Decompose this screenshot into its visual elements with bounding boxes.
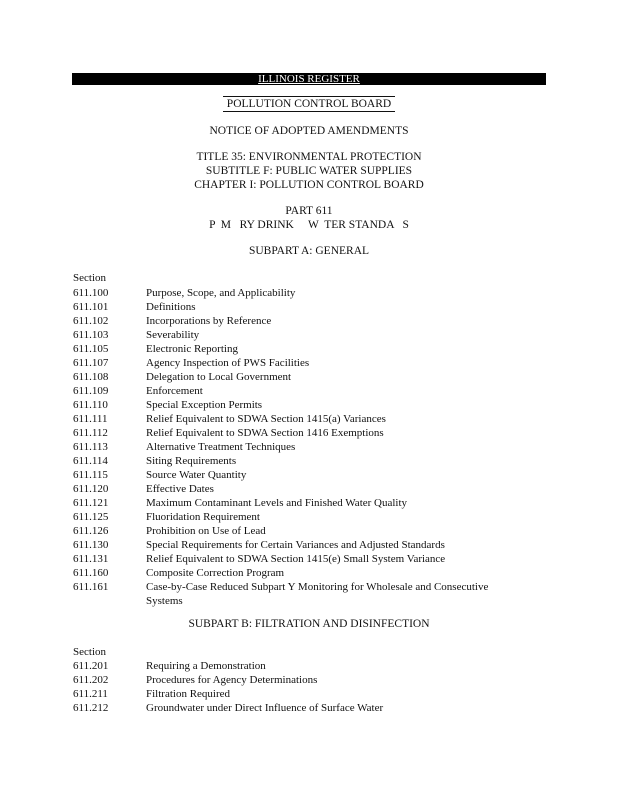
section-title: Incorporations by Reference <box>146 315 272 327</box>
section-label: Section <box>73 272 106 284</box>
section-title: Fluoridation Requirement <box>146 511 260 523</box>
section-row <box>73 440 543 454</box>
section-row <box>73 673 543 687</box>
section-number: 611.211 <box>73 688 108 700</box>
section-row <box>73 454 543 468</box>
section-number: 611.160 <box>73 567 109 579</box>
section-number: 611.109 <box>73 385 109 397</box>
section-row <box>73 300 543 314</box>
section-title: Definitions <box>146 301 196 313</box>
section-number: 611.100 <box>73 287 109 299</box>
section-number: 611.202 <box>73 674 109 686</box>
section-title: Special Exception Permits <box>146 399 263 411</box>
section-title: Delegation to Local Government <box>146 371 292 383</box>
section-title: Filtration Required <box>146 688 231 700</box>
notice-heading: NOTICE OF ADOPTED AMENDMENTS <box>209 125 409 137</box>
section-row <box>73 468 543 482</box>
part-number: PART 611 <box>285 205 333 217</box>
section-title: Alternative Treatment Techniques <box>146 441 296 453</box>
section-title: Composite Correction Program <box>146 567 285 579</box>
section-row <box>73 370 543 384</box>
section-row <box>73 538 543 552</box>
section-row <box>73 426 543 440</box>
section-row <box>73 510 543 524</box>
section-number: 611.125 <box>73 511 109 523</box>
section-row <box>73 342 543 356</box>
section-row <box>73 314 543 328</box>
section-row <box>73 412 543 426</box>
section-number: 611.107 <box>73 357 109 369</box>
section-title: Severability <box>146 329 200 341</box>
section-number: 611.110 <box>73 399 108 411</box>
section-number: 611.161 <box>73 581 109 593</box>
section-row <box>73 687 543 701</box>
part-name: P M RY DRINK W TER STANDA S <box>209 219 409 231</box>
section-number: 611.105 <box>73 343 109 355</box>
section-number: 611.121 <box>73 497 109 509</box>
section-title: Special Requirements for Certain Variances and Adjusted Standards <box>146 539 445 551</box>
subpart-b-heading: SUBPART B: FILTRATION AND DISINFECTION <box>188 618 430 630</box>
section-number: 611.212 <box>73 702 109 714</box>
section-row <box>73 384 543 398</box>
section-title: Maximum Contaminant Levels and Finished Water Quality <box>146 497 408 509</box>
section-title: Case-by-Case Reduced Subpart Y Monitoring for Wholesale and Consecutive <box>146 581 489 593</box>
section-title: Enforcement <box>146 385 203 397</box>
section-row <box>73 701 543 715</box>
section-number: 611.111 <box>73 413 108 425</box>
section-list <box>73 286 543 594</box>
section-number: 611.130 <box>73 539 109 551</box>
section-number: 611.103 <box>73 329 109 341</box>
section-title: Source Water Quantity <box>146 469 247 481</box>
section-row <box>73 580 543 594</box>
register-title: ILLINOIS REGISTER <box>258 73 360 85</box>
section-title: Electronic Reporting <box>146 343 238 355</box>
section-number: 611.101 <box>73 301 109 313</box>
section-number: 611.120 <box>73 483 109 495</box>
section-row <box>73 659 543 673</box>
section-title: Relief Equivalent to SDWA Section 1416 Exemptions <box>146 427 384 439</box>
section-title: Purpose, Scope, and Applicability <box>146 287 296 299</box>
section-row <box>73 398 543 412</box>
section-title: Requiring a Demonstration <box>146 660 266 672</box>
subpart-a-heading: SUBPART A: GENERAL <box>248 245 370 257</box>
section-title: Procedures for Agency Determinations <box>146 674 318 686</box>
board-title-text: POLLUTION CONTROL BOARD <box>223 96 395 112</box>
section-number: 611.114 <box>73 455 108 467</box>
section-title: Prohibition on Use of Lead <box>146 525 266 537</box>
section-number: 611.126 <box>73 525 109 537</box>
section-title: Siting Requirements <box>146 455 237 467</box>
section-number: 611.115 <box>73 469 108 481</box>
section-number: 611.108 <box>73 371 109 383</box>
section-row <box>73 566 543 580</box>
title-line: TITLE 35: ENVIRONMENTAL PROTECTION <box>196 151 422 163</box>
register-header-bar <box>72 73 546 85</box>
section-row <box>73 328 543 342</box>
subtitle-line: SUBTITLE F: PUBLIC WATER SUPPLIES <box>205 165 413 177</box>
section-label: Section <box>73 646 106 658</box>
section-title: Effective Dates <box>146 483 214 495</box>
section-title: Groundwater under Direct Influence of Surface Water <box>146 702 384 714</box>
section-row <box>73 496 543 510</box>
section-row <box>73 286 543 300</box>
section-row <box>73 356 543 370</box>
chapter-line: CHAPTER I: POLLUTION CONTROL BOARD <box>194 179 424 191</box>
board-title <box>0 96 618 112</box>
section-title: Relief Equivalent to SDWA Section 1415(e) Small System Variance <box>146 553 446 565</box>
section-title: Relief Equivalent to SDWA Section 1415(a) Variances <box>146 413 386 425</box>
section-number: 611.112 <box>73 427 108 439</box>
section-row <box>73 552 543 566</box>
section-number: 611.201 <box>73 660 109 672</box>
section-number: 611.102 <box>73 315 109 327</box>
section-number: 611.131 <box>73 553 109 565</box>
section-row <box>73 482 543 496</box>
section-title-continued: Systems <box>146 595 183 607</box>
section-number: 611.113 <box>73 441 108 453</box>
section-title: Agency Inspection of PWS Facilities <box>146 357 310 369</box>
section-list <box>73 659 543 715</box>
section-row <box>73 524 543 538</box>
